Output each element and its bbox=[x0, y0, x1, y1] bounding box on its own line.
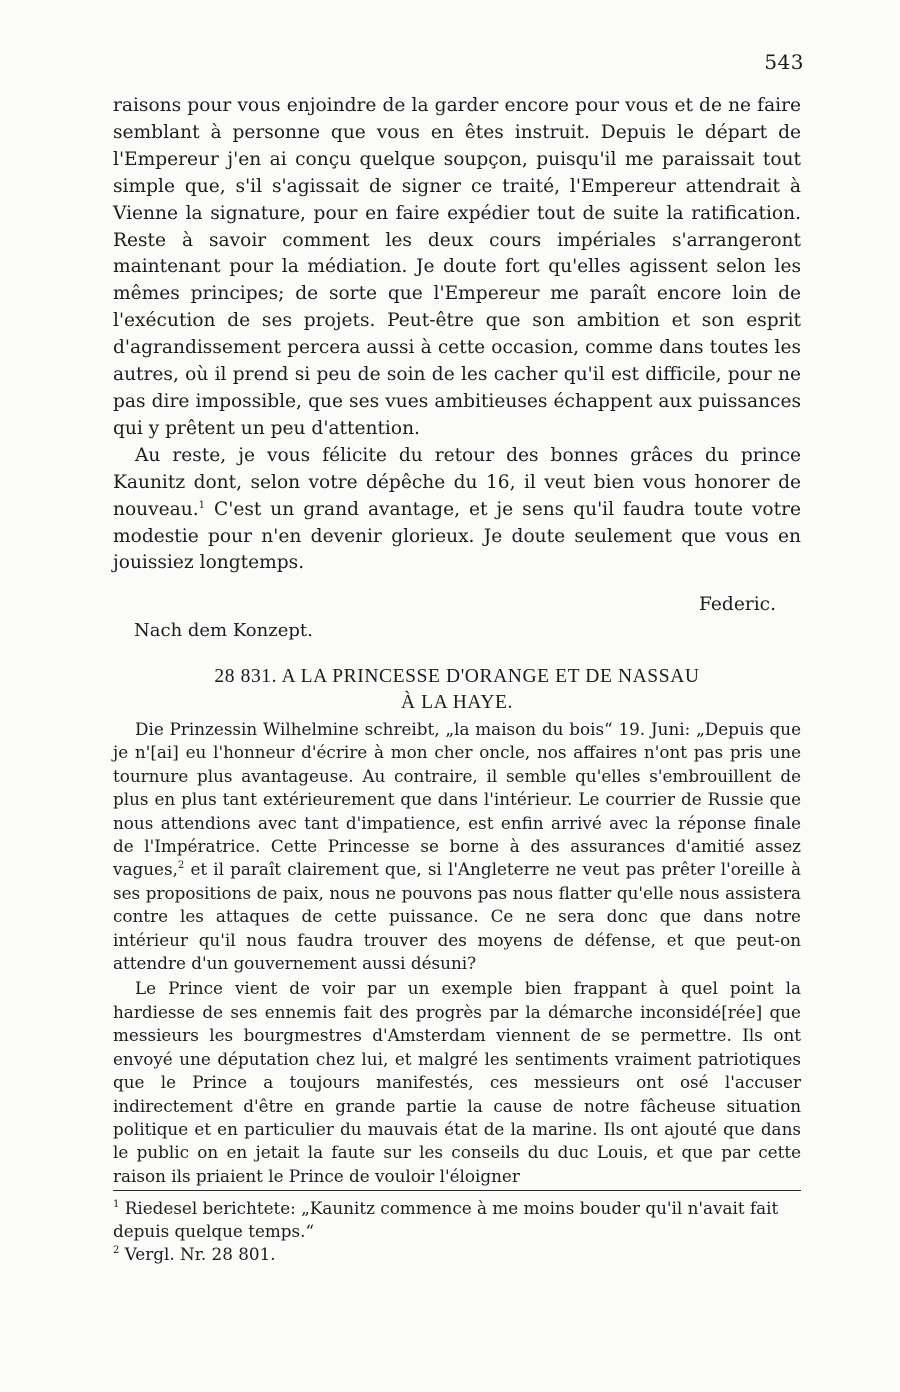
footnote-1-mark: 1 bbox=[113, 1199, 120, 1210]
document-heading-line-2: À LA HAYE. bbox=[401, 692, 513, 713]
footnote-divider bbox=[113, 1190, 801, 1191]
footnote-2-mark: 2 bbox=[113, 1245, 120, 1256]
footnote-2 bbox=[113, 1243, 801, 1266]
letter-text bbox=[113, 93, 801, 577]
page-number: 543 bbox=[764, 50, 804, 74]
document-summary bbox=[113, 718, 801, 1188]
footnote-reference-1: 1 bbox=[198, 499, 205, 511]
signature: Federic. bbox=[699, 594, 776, 615]
document-heading-line-1: 28 831. A LA PRINCESSE D'ORANGE ET DE NASSAU bbox=[214, 666, 700, 687]
letter-paragraph-2-end: C'est un grand avantage, et je sens qu'il faudra toute votre modestie pour n'en devenir glorieux. Je doute seulement que vous en jouissiez longtemps. bbox=[113, 498, 801, 574]
summary-paragraph-2: Le Prince vient de voir par un exemple bien frappant à quel point la hardiesse de ses ennemis fait des progrès par la démarche inconsidé[rée] que messieurs les bourgmestres d'Amsterdam viennent de se permettre. Ils ont envoyé une députation chez lui, et malgré les sentiments vraiment patriotiques que le Prince a toujours manifestés, ces messieurs ont osé l'accuser indirectement d'être en grande partie la cause de notre fâcheuse situation politique et en particulier du mauvais état de la marine. Ils ont ajouté que dans le public on en jetait la faute sur les conseils du duc Louis, et que par cette raison ils priaient le Prince de vouloir l'éloigner bbox=[113, 978, 801, 1186]
summary-paragraph-1 bbox=[113, 718, 801, 975]
summary-paragraph-1-start: Die Prinzessin Wilhelmine schreibt, „la maison du bois“ 19. Juni: „Depuis que je n'[ai] eu l'honneur d'écrire à mon cher oncle, nos affaires n'ont pas pris une tournure plus avantageuse. Au contraire, il semble qu'elles s'embrouillent de plus en plus tant extérieurement que dans l'intérieur. Le courrier de Russie que nous attendions avec tant d'impatience, est enfin arrivé avec la réponse finale de l'Impératrice. Cette Princesse se borne à des assurances d'amitié assez vagues, bbox=[113, 719, 801, 880]
letter-paragraph-1: raisons pour vous enjoindre de la garder encore pour vous et de ne faire semblant à personne que vous en êtes instruit. Depuis le départ de l'Empereur j'en ai conçu quelque soupçon, puisqu'il me paraissait tout simple que, s'il s'agissait de signer ce traité, l'Empereur attendrait à Vienne la signature, pour en faire expédier tout de suite la ratification. Reste à savoir comment les deux cours impériales s'arrangeront maintenant pour la médiation. Je doute fort qu'elles agissent selon les mêmes principes; de sorte que l'Empereur me paraît encore loin de l'exécution de ses projets. Peut-être que son ambition et son esprit d'agrandissement percera aussi à cette occasion, comme dans toutes les autres, où il prend si peu de soin de les cacher qu'il est difficile, pour ne pas dire impossible, que ses vues ambitieuses échappent aux puissances qui y prêtent un peu d'attention. bbox=[113, 95, 801, 439]
summary-paragraph-1-end: et il paraît clairement que, si l'Angleterre ne veut pas prêter l'oreille à ses propositions de paix, nous ne pouvons pas nous flatter qu'elle nous assistera contre les attaques de cette puissance. Ce ne sera donc que dans notre intérieur qu'il nous faudra trouver des moyens de défense, et que peut-on attendre d'un gouvernement aussi désuni? bbox=[113, 859, 801, 974]
footnote-reference-2: 2 bbox=[177, 860, 185, 872]
letter-paragraph-2 bbox=[113, 443, 801, 578]
footnote-1-text: Riedesel berichtete: „Kaunitz commence à me moins bouder qu'il n'avait fait depuis quelque temps.“ bbox=[113, 1198, 779, 1241]
footnote-2-text: Vergl. Nr. 28 801. bbox=[119, 1244, 276, 1264]
source-note: Nach dem Konzept. bbox=[134, 620, 313, 641]
footnotes bbox=[113, 1197, 801, 1266]
letter-paragraph-2-start: Au reste, je vous félicite du retour des bonnes grâces du prince Kaunitz dont, selon votre dépêche du 16, il veut bien vous honorer de nouveau. bbox=[113, 444, 801, 520]
footnote-1 bbox=[113, 1197, 801, 1243]
document-heading bbox=[113, 664, 801, 716]
